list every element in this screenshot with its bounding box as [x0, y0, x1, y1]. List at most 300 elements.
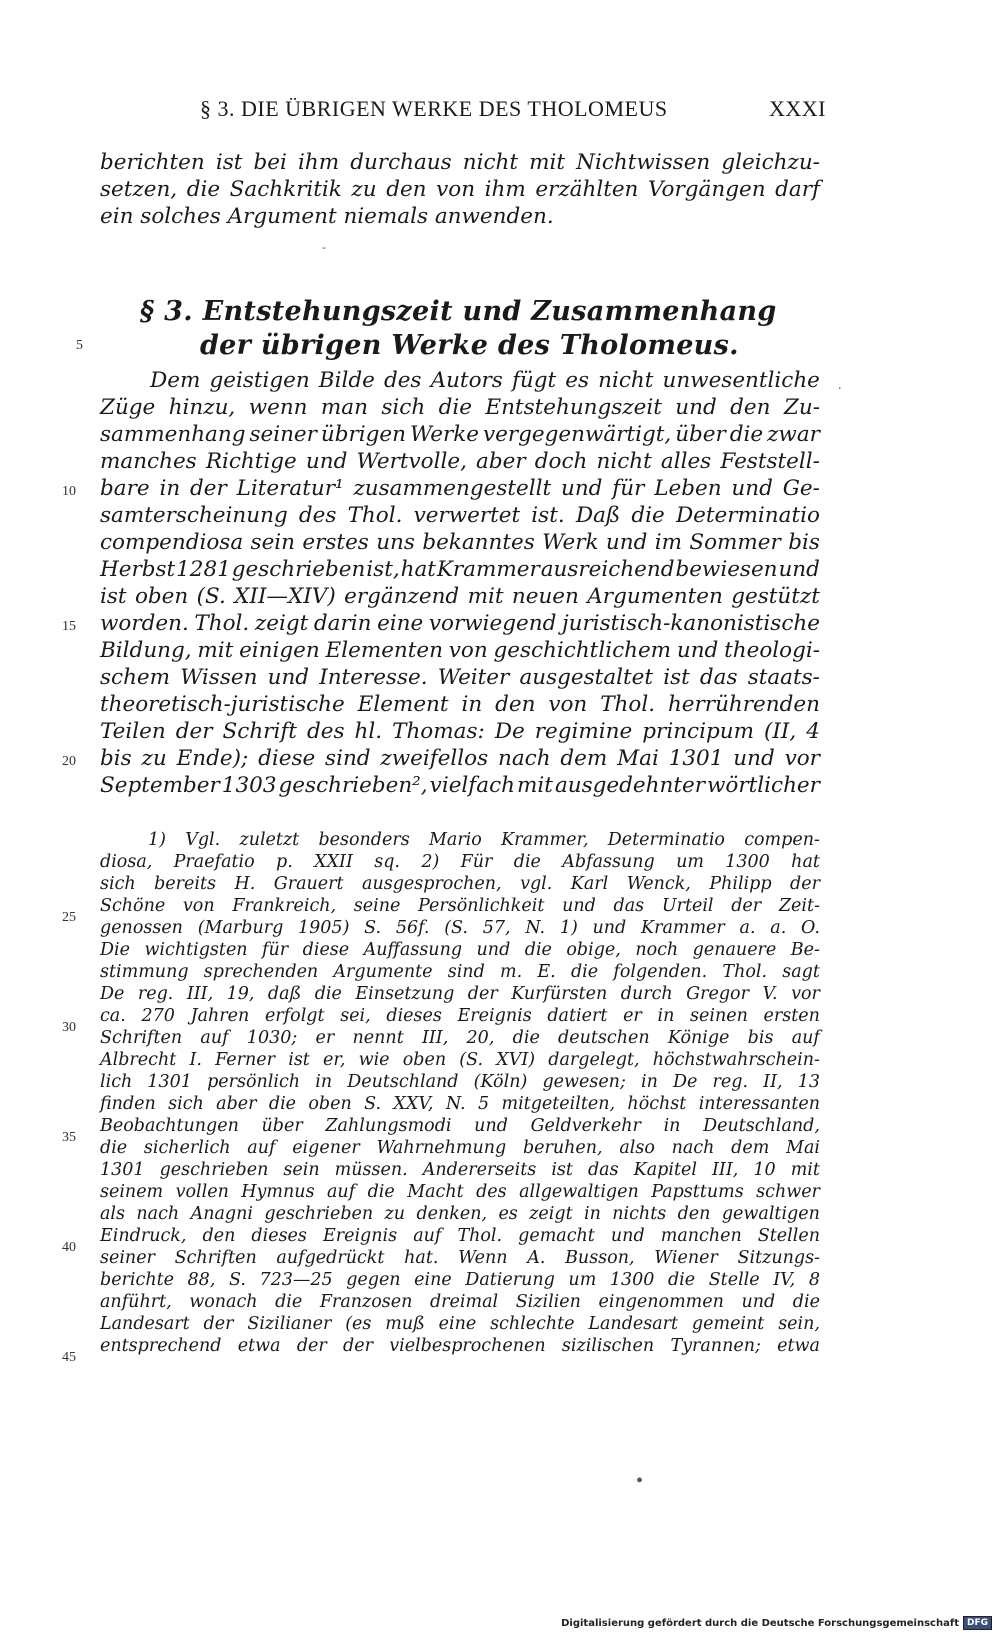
word: Deutschland, [703, 1116, 820, 1136]
word: geschichtlichem [493, 638, 672, 663]
word: Karl [570, 874, 609, 894]
word: Werke [409, 422, 480, 447]
word: sich [168, 1094, 204, 1114]
word: über [261, 1116, 303, 1136]
word: seine [353, 896, 401, 916]
word: mit [529, 150, 566, 175]
word: ausgestaltet [519, 665, 654, 690]
word: Kurfürsten [511, 984, 608, 1004]
word: sein [250, 530, 296, 555]
word: dargelegt, [548, 1050, 640, 1070]
word: die [438, 395, 472, 420]
word: Tyrannen; [670, 1336, 761, 1356]
word: der [175, 719, 213, 744]
word: 1281 [176, 557, 231, 582]
word: III, [712, 1160, 739, 1180]
body-line [100, 557, 820, 582]
word: bewiesen [675, 557, 778, 582]
word: Landesart [100, 1314, 190, 1334]
word: vor [791, 984, 820, 1004]
line-number: 15 [62, 619, 76, 634]
word: müssen. [334, 1160, 408, 1180]
word: und [610, 1226, 645, 1246]
word: Leben [654, 476, 722, 501]
word: Geldverkehr [530, 1116, 641, 1136]
digitization-credit-text: Digitalisierung gefördert durch die Deutsche Forschungsgemeinschaft [561, 1617, 959, 1629]
word: principum [642, 719, 754, 744]
word: Persönlichkeit [418, 896, 545, 916]
line-number: 25 [62, 910, 76, 925]
word: Werk [542, 530, 599, 555]
body-line [100, 395, 820, 420]
word: Schöne [100, 896, 166, 916]
word: Frankreich, [232, 896, 337, 916]
word: auf [791, 1028, 820, 1048]
word: entsprechend [100, 1336, 222, 1356]
footnote-line [100, 1094, 820, 1114]
footnote-line [100, 1292, 820, 1312]
word: mit [790, 1160, 820, 1180]
word: Stelle [708, 1270, 760, 1290]
word: zu [351, 177, 377, 202]
word: datiert [547, 1006, 608, 1026]
intro-line [100, 177, 820, 202]
word: sammenhang [100, 422, 246, 447]
word: manchen [660, 1226, 742, 1246]
word: auf [200, 1028, 229, 1048]
footnote-line [100, 830, 820, 850]
word: und [675, 395, 717, 420]
word: staats- [747, 665, 820, 690]
word: H. [234, 874, 256, 894]
word: Busson, [565, 1248, 635, 1268]
word: und [741, 1292, 776, 1312]
word: Züge [100, 395, 156, 420]
word: gestützt [731, 584, 820, 609]
word: Wertvolle, [356, 449, 467, 474]
word: (S. [444, 918, 468, 938]
word: und [778, 557, 820, 582]
word: um [676, 852, 704, 872]
word: er [623, 1006, 642, 1026]
word: Eindruck, [100, 1226, 187, 1246]
word: oben [402, 1050, 447, 1070]
word: Ende); [176, 746, 249, 771]
word: compen- [744, 830, 820, 850]
word: a. [739, 918, 756, 938]
word: geschrieben [264, 1204, 374, 1224]
word: anführt, [100, 1292, 172, 1312]
word: in [657, 1006, 675, 1026]
word: a. [770, 918, 787, 938]
word: sei, [340, 1006, 371, 1026]
footnote-line [100, 1160, 820, 1180]
word: worden. [100, 611, 189, 636]
word: berichten [100, 150, 205, 175]
word: gegen [346, 1270, 401, 1290]
word: dreimal [429, 1292, 499, 1312]
word: I. [189, 1050, 202, 1070]
word: geschrieben [231, 557, 366, 582]
word: S. [228, 1270, 246, 1290]
word: juristisch-kanonistische [561, 611, 820, 636]
body-line [100, 719, 820, 744]
body-line [100, 692, 820, 717]
body-line [100, 638, 820, 663]
word: seiner [249, 422, 317, 447]
word: Schriften [174, 1248, 257, 1268]
word: 270 [141, 1006, 175, 1026]
word: mit [467, 584, 504, 609]
word: Vgl. [185, 830, 221, 850]
body-line [100, 611, 820, 636]
word: muß [385, 1314, 425, 1334]
body-line [100, 773, 820, 798]
word: oben [308, 1094, 352, 1114]
line-number: 40 [62, 1240, 76, 1255]
word: ist [215, 150, 243, 175]
line-number: 5 [76, 338, 83, 353]
word: mitgeteilten, [501, 1094, 616, 1114]
word: theoretisch-juristische [100, 692, 345, 717]
word: Deutschland [347, 1072, 459, 1092]
word: einigen [239, 638, 320, 663]
word: dieses [386, 1006, 442, 1026]
word: auf [247, 1138, 276, 1158]
word: die [513, 852, 541, 872]
word: O. [801, 918, 820, 938]
word: sq. [374, 852, 400, 872]
word: (Köln) [473, 1072, 528, 1092]
word: der [296, 1336, 327, 1356]
word: (S. [459, 1050, 484, 1070]
word: Literatur¹ [236, 476, 344, 501]
word: regimine [534, 719, 633, 744]
word: durchaus [350, 150, 452, 175]
word: 19, [226, 984, 255, 1004]
word: persönlich [207, 1072, 301, 1092]
word: eine [377, 611, 424, 636]
word: Thomas: [392, 719, 485, 744]
word: bis [747, 1028, 774, 1048]
word: Ferner [215, 1050, 276, 1070]
section-heading-line1: § 3. Entstehungszeit und Zusammenhang [140, 296, 777, 327]
word: uns [376, 530, 415, 555]
footnote-line [100, 940, 820, 960]
word: Sachkritik [229, 177, 342, 202]
footnote-line [100, 1182, 820, 1202]
word: in [640, 1072, 658, 1092]
word: hat [400, 557, 436, 582]
word: diese [258, 746, 316, 771]
word: auf [326, 1182, 356, 1202]
body-line [100, 530, 820, 555]
word: seinen [690, 1006, 748, 1026]
word: Für [460, 852, 493, 872]
word: gleichzu- [721, 150, 820, 175]
word: nach [671, 1138, 715, 1158]
word: Thol. [457, 1226, 503, 1246]
word: erfolgt [264, 1006, 325, 1026]
word: das [587, 1160, 619, 1180]
word: Bilde [318, 368, 375, 393]
word: stimmung [100, 962, 189, 982]
word: 1300 [609, 1270, 655, 1290]
word: Krammer, [501, 830, 589, 850]
word: Beobachtungen [100, 1116, 239, 1136]
word: für [262, 940, 289, 960]
word: N. [445, 1094, 466, 1114]
word: Sitzungs- [737, 1248, 820, 1268]
word: der [731, 896, 762, 916]
word: Elementen [325, 638, 443, 663]
word: IV, [773, 1270, 796, 1290]
word: schwer [756, 1182, 820, 1202]
word: vgl. [520, 874, 553, 894]
word: Stellen [757, 1226, 820, 1246]
word: alles [660, 449, 712, 474]
word: De [673, 1072, 698, 1092]
word: III, [186, 984, 214, 1004]
word: von [548, 692, 588, 717]
word: 1) [559, 918, 578, 938]
word: die [100, 1138, 128, 1158]
word: Hymnus [241, 1182, 315, 1202]
word: ist [100, 584, 127, 609]
word: schlechte [490, 1314, 575, 1334]
word: der [790, 874, 820, 894]
word: wonach [189, 1292, 258, 1312]
word: 56f. [395, 918, 430, 938]
word: V. [762, 984, 778, 1004]
word: Wahrnehmung [376, 1138, 507, 1158]
word: eine [438, 1314, 477, 1334]
word: Sizilien [515, 1292, 581, 1312]
footnote-line [100, 1006, 820, 1026]
word: Mai [617, 746, 659, 771]
word: durch [620, 984, 673, 1004]
footnote-line [100, 1204, 820, 1224]
word: Zu- [783, 395, 820, 420]
word: Feststell- [720, 449, 820, 474]
word: des [383, 368, 422, 393]
word: fügt [511, 368, 557, 393]
word: ist [663, 665, 690, 690]
word: 8 [808, 1270, 820, 1290]
footnote-line [100, 918, 820, 938]
word: um [568, 1270, 597, 1290]
word: 1301 [100, 1160, 145, 1180]
word: und [474, 1116, 508, 1136]
word: Landesart [588, 1314, 679, 1334]
word: 4 [806, 719, 820, 744]
word: Thol. [722, 962, 768, 982]
word: Krammer [641, 918, 725, 938]
word: denken, [416, 1204, 488, 1224]
word: sicherlich [143, 1138, 231, 1158]
word: 1303 [221, 773, 277, 798]
stray-dot: • [636, 1470, 644, 1492]
body-line [100, 476, 820, 501]
footnote-line [100, 874, 820, 894]
dfg-logo: DFG [963, 1616, 992, 1630]
word: den [202, 1226, 236, 1246]
word: seinem [100, 1182, 164, 1202]
word: (es [345, 1314, 372, 1334]
word: ausgedehnter [554, 773, 705, 798]
footnote-line [100, 962, 820, 982]
word: zweifellos [380, 746, 489, 771]
word: bis [788, 530, 820, 555]
intro-line: ein solches Argument niemals anwenden. [100, 204, 554, 229]
section-heading-line2: der übrigen Werke des Tholomeus. [200, 330, 739, 361]
word: XXII [314, 852, 353, 872]
body-line [100, 368, 820, 393]
word: aber [216, 1094, 257, 1114]
word: der [343, 1336, 373, 1356]
word: theologi- [724, 638, 820, 663]
word: erzählten [535, 177, 639, 202]
word: 1030; [246, 1028, 298, 1048]
footnote-line [100, 1028, 820, 1048]
word: N. [525, 918, 546, 938]
footnote-line [100, 1314, 820, 1334]
word: Nichtwissen [576, 150, 711, 175]
word: ihm [297, 150, 340, 175]
word: eigener [292, 1138, 360, 1158]
word: deutschen [558, 1028, 650, 1048]
word: höchst [627, 1094, 687, 1114]
word: sich [381, 395, 426, 420]
word: De [494, 719, 525, 744]
word: in [584, 1204, 601, 1224]
word: Wenn [458, 1248, 508, 1268]
word: Mario [428, 830, 482, 850]
word: bis [100, 746, 132, 771]
word: Sizilianer [247, 1314, 332, 1334]
word: zu [141, 746, 167, 771]
word: obige, [566, 940, 621, 960]
word: p. [276, 852, 293, 872]
word: Grauert [273, 874, 344, 894]
word: bare [100, 476, 150, 501]
word: die [314, 984, 342, 1004]
word: vorwiegend [428, 611, 557, 636]
word: das [613, 896, 645, 916]
word: dieses [251, 1226, 307, 1246]
word: des [298, 503, 337, 528]
word: zusammengestellt [353, 476, 552, 501]
word: Daß [575, 503, 621, 528]
word: Herbst [100, 557, 176, 582]
word: sizilischen [561, 1336, 655, 1356]
intro-line [100, 150, 820, 175]
word: II, [763, 1072, 783, 1092]
word: die [512, 1028, 540, 1048]
word: geschrieben², [278, 773, 428, 798]
word: bei [253, 150, 287, 175]
word: Krammer [436, 557, 540, 582]
word: in [159, 476, 181, 501]
word: XII—XIV) [234, 584, 336, 609]
footnote-line [100, 1072, 820, 1092]
word: unwesentliche [662, 368, 820, 393]
body-line [100, 503, 820, 528]
word: besonders [318, 830, 410, 850]
word: von [448, 638, 488, 663]
word: S. [364, 918, 382, 938]
word: nach [498, 746, 551, 771]
word: vielfach [429, 773, 515, 798]
word: Urteil [661, 896, 714, 916]
word: 723—25 [259, 1270, 333, 1290]
word: die [275, 1292, 303, 1312]
word: genauere [692, 940, 777, 960]
word: zwar [767, 422, 820, 447]
word: höchstwahrschein- [652, 1050, 820, 1070]
word: finden [100, 1094, 156, 1114]
word: (II, [764, 719, 797, 744]
word: berichte [100, 1270, 174, 1290]
word: beruhen, [522, 1138, 603, 1158]
word: wörtlicher [707, 773, 820, 798]
word: die [792, 1292, 820, 1312]
word: A. [527, 1248, 546, 1268]
footnote-line [100, 1226, 820, 1246]
word: gewesen; [542, 1072, 626, 1092]
footnote-line [100, 896, 820, 916]
word: (S. [196, 584, 226, 609]
word: in [461, 692, 483, 717]
word: nicht [462, 150, 519, 175]
word: 57, [482, 918, 511, 938]
word: man [320, 395, 368, 420]
word: aufgedrückt [276, 1248, 385, 1268]
word: vergegenwärtigt, [483, 422, 672, 447]
word: Gregor [686, 984, 749, 1004]
word: Zahlungsmodi [325, 1116, 452, 1136]
word: 2) [421, 852, 440, 872]
word: reg. [137, 984, 174, 1004]
word: 10 [753, 1160, 776, 1180]
footnote-line [100, 1270, 820, 1290]
word: den [730, 395, 771, 420]
word: interessanten [698, 1094, 820, 1114]
word: mit [197, 638, 234, 663]
stray-mark: ‐ [322, 240, 326, 254]
word: III, [421, 1028, 449, 1048]
digitization-credit [561, 1616, 992, 1630]
word: seiner [100, 1248, 155, 1268]
word: im [654, 530, 682, 555]
word: Determinatio [607, 830, 725, 850]
word: den [677, 1204, 711, 1224]
word: Thol. [347, 503, 403, 528]
word: etwa [777, 1336, 820, 1356]
word: eingenommen [598, 1292, 724, 1312]
word: übrigen [320, 422, 406, 447]
word: Wiener [654, 1248, 718, 1268]
word: 1300 [725, 852, 770, 872]
word: S. [364, 1094, 382, 1114]
word: Abfassung [562, 852, 655, 872]
word: genossen [100, 918, 183, 938]
line-number: 10 [62, 484, 76, 499]
word: und [562, 896, 596, 916]
word: Vorgängen [648, 177, 766, 202]
word: Argumenten [587, 584, 723, 609]
word: und [733, 746, 775, 771]
